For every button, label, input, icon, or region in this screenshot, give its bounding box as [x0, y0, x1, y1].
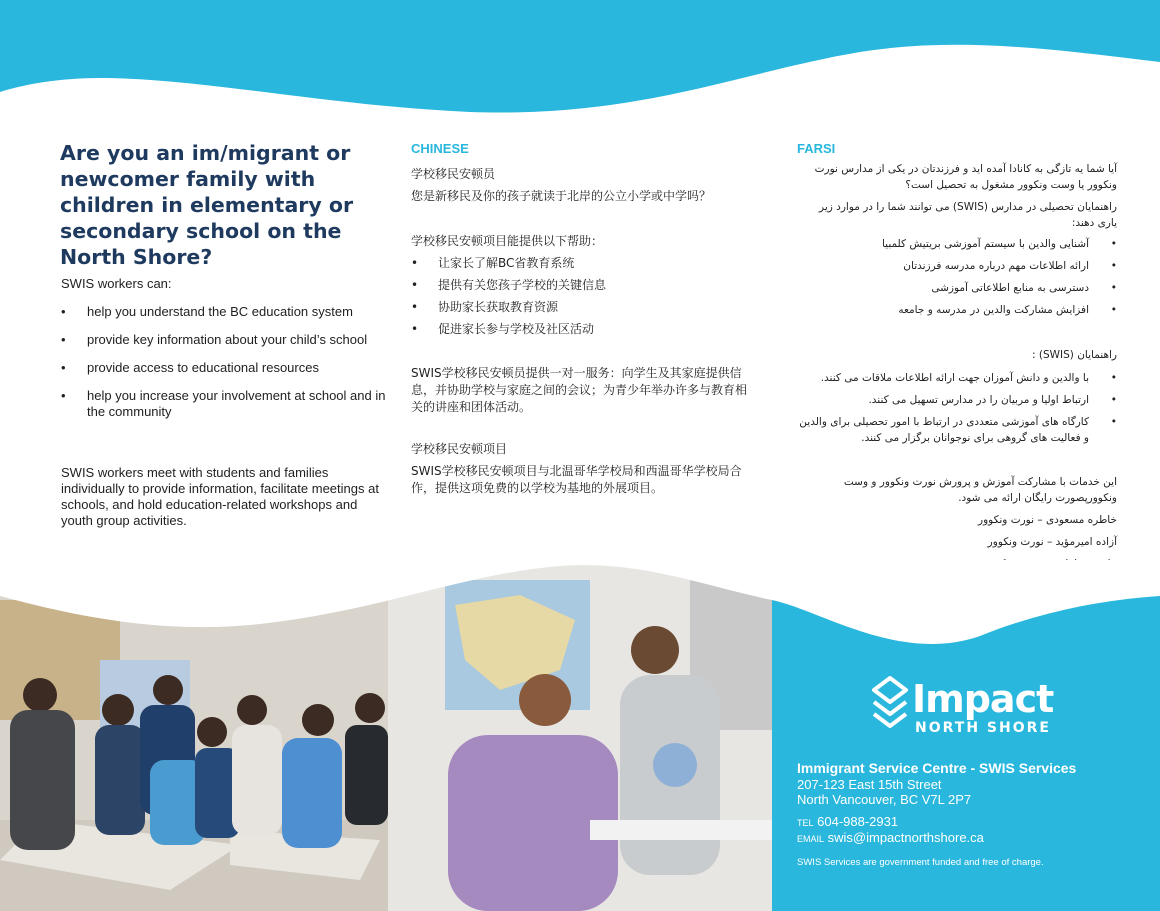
email-address[interactable]: swis@impactnorthshore.ca	[827, 830, 984, 845]
farsi-intro-2: راهنمایان (SWIS) :	[1031, 349, 1117, 361]
list-item: • 协助家长获取教育资源	[411, 299, 751, 316]
farsi-contact: آزاده امیرمؤید – نورت ونکوور	[987, 536, 1117, 548]
list-item: • 促进家长参与学校及社区活动	[411, 321, 751, 338]
address-line-1: 207-123 East 15th Street	[797, 777, 942, 792]
chinese-question: 您是新移民及你的孩子就读于北岸的公立小学或中学吗？	[411, 189, 712, 203]
list-item: • 让家长了解BC省教育系统	[411, 255, 751, 272]
list-item: • provide key information about your child’s school	[61, 332, 391, 348]
chinese-title: 学校移民安顿员	[411, 167, 496, 181]
list-item: • 提供有关您孩子学校的关键信息	[411, 277, 751, 294]
swis-intro: SWIS workers can:	[61, 276, 172, 291]
chinese-program-title: 学校移民安顿项目	[411, 442, 508, 456]
phone-number[interactable]: 604-988-2931	[817, 814, 899, 829]
list-item: • help you understand the BC education system	[61, 304, 391, 320]
list-item: • آشنایی والدین با سیستم آموزشی بریتیش کلمبیا	[797, 236, 1117, 252]
funding-note: SWIS Services are government funded and free of charge.	[797, 857, 1044, 868]
impact-logo-icon	[870, 674, 910, 738]
email-line	[797, 830, 984, 845]
top-wave-band	[0, 0, 1160, 130]
farsi-paragraph: این خدمات با مشارکت آموزش و پرورش نورت ونکوور و وست ونکوورپصورت رایگان ارائه می شود.	[843, 476, 1117, 504]
chinese-program-text: SWIS学校移民安顿项目与北温哥华学校局和西温哥华学校局合作，提供这项免费的以学校为基地的外展项目。	[411, 464, 742, 495]
tel-label: TEL	[797, 818, 814, 828]
list-item: • ارتباط اولیا و مربیان را در مدارس تسهیل می کنند.	[797, 392, 1117, 408]
farsi-activities-list	[797, 370, 1117, 452]
list-item: • افزایش مشارکت والدین در مدرسه و جامعه	[797, 302, 1117, 318]
chinese-heading: CHINESE	[411, 141, 469, 156]
farsi-service-list	[797, 236, 1117, 324]
logo-wordmark: Impact	[912, 677, 1054, 721]
list-item: • provide access to educational resources	[61, 360, 391, 376]
page-headline: Are you an im/migrant or newcomer family with children in elementary or secondary school on the North Shore?	[60, 141, 354, 269]
phone-line	[797, 814, 898, 829]
english-paragraph: SWIS workers meet with students and families individually to provide information, facilitate meetings at schools, and hold education-related workshops and youth group activities.	[61, 465, 379, 528]
classroom-photo	[0, 560, 772, 911]
logo-subtitle: NORTH SHORE	[915, 720, 1051, 736]
english-service-list	[61, 304, 391, 432]
farsi-contact: خاطره مسعودی – نورت ونکوور	[978, 514, 1117, 526]
list-item: • help you increase your involvement at school and in the community	[61, 388, 391, 420]
chinese-paragraph: SWIS学校移民安顿员提供一对一服务：向学生及其家庭提供信息，并协助学校与家庭之间的会议；为青少年举办许多与教育相关的讲座和团体活动。	[411, 366, 748, 414]
list-item: • با والدین و دانش آموزان جهت ارائه اطلاعات ملاقات می کنند.	[797, 370, 1117, 386]
farsi-intro: راهنمایان تحصیلی در مدارس (SWIS) می توانند شما را در موارد زیر یاری دهند:	[819, 201, 1117, 229]
list-item: • ارائه اطلاعات مهم درباره مدرسه فرزندتان	[797, 258, 1117, 274]
list-item: • دسترسی به منابع اطلاعاتی آموزشی	[797, 280, 1117, 296]
list-item: • کارگاه های آموزشی متعددی در ارتباط با امور تحصیلی برای والدین و فعالیت های گروهی برای نوجوانان برگزار می کنند.	[797, 414, 1117, 446]
address	[797, 777, 971, 807]
chinese-service-list	[411, 255, 751, 343]
farsi-question: آیا شما یه تازگی به کانادا آمده اید و فرزندتان در یکی از مدارس نورت ونکوور یا وست ونکوور مشغول به تحصیل است؟	[814, 163, 1117, 191]
email-label: EMAIL	[797, 834, 825, 844]
organization-name: Immigrant Service Centre - SWIS Services	[797, 760, 1077, 776]
address-line-2: North Vancouver, BC V7L 2P7	[797, 792, 972, 807]
chinese-intro: 学校移民安顿项目能提供以下帮助：	[411, 234, 604, 248]
farsi-heading: FARSI	[797, 141, 836, 156]
